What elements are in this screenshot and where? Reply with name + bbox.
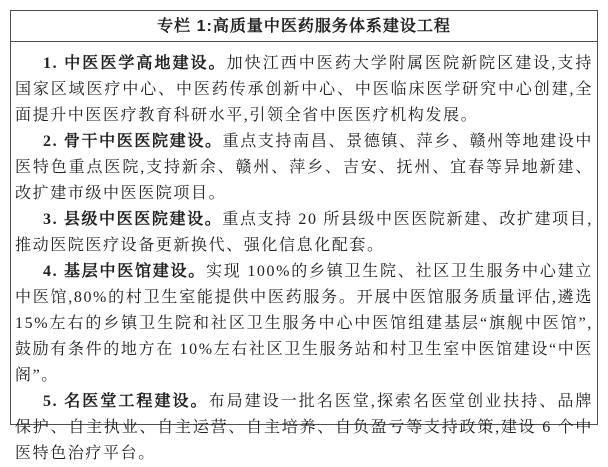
list-item-4	[15, 259, 593, 389]
panel-title: 专栏 1:高质量中医药服务体系建设工程	[11, 11, 597, 42]
item-4-text: 实现 100%的乡镇卫生院、社区卫生服务中心建立中医馆,80%的村卫生室能提供中医药服务。开展中医馆服务质量评估,遴选 15%左右的乡镇卫生院和社区卫生服务中心中医馆组建基层“旗舰中医馆”,鼓励有条件的地方在 10%左右社区卫生服务站和村卫生室中医馆建设“中医阁”。	[15, 263, 593, 384]
item-1-heading: 1. 中医医学高地建设。	[43, 55, 227, 72]
item-1-text: 加快江西中医药大学附属医院新院区建设,支持国家区域医疗中心、中医药传承创新中心、中医临床医学研究中心创建,全面提升中医医疗教育科研水平,引领全省中医医疗机构发展。	[15, 55, 594, 124]
item-3-heading: 3. 县级中医医院建设。	[43, 211, 223, 228]
list-item-5	[15, 389, 593, 467]
item-4-heading: 4. 基层中医馆建设。	[43, 263, 207, 280]
column-panel	[10, 10, 598, 462]
list-item-3	[15, 207, 593, 259]
item-2-text: 重点支持南昌、景德镇、萍乡、赣州等地建设中医特色重点医院,支持新余、赣州、萍乡、吉安、抚州、宜春等异地新建、改扩建市级中医医院项目。	[15, 133, 594, 202]
item-5-heading: 5. 名医堂工程建设。	[43, 393, 209, 410]
panel-body	[11, 42, 597, 467]
item-2-heading: 2. 骨干中医医院建设。	[43, 133, 223, 150]
item-3-text: 重点支持 20 所县级中医医院新建、改扩建项目,推动医院医疗设备更新换代、强化信息化配套。	[15, 211, 593, 254]
list-item-1	[15, 51, 593, 129]
item-5-text: 布局建设一批名医堂,探索名医堂创业扶持、品牌保护、自主执业、自主运营、自主培养、自负盈亏等支持政策,建设 6 个中医特色治疗平台。	[15, 393, 593, 462]
list-item-2	[15, 129, 593, 207]
